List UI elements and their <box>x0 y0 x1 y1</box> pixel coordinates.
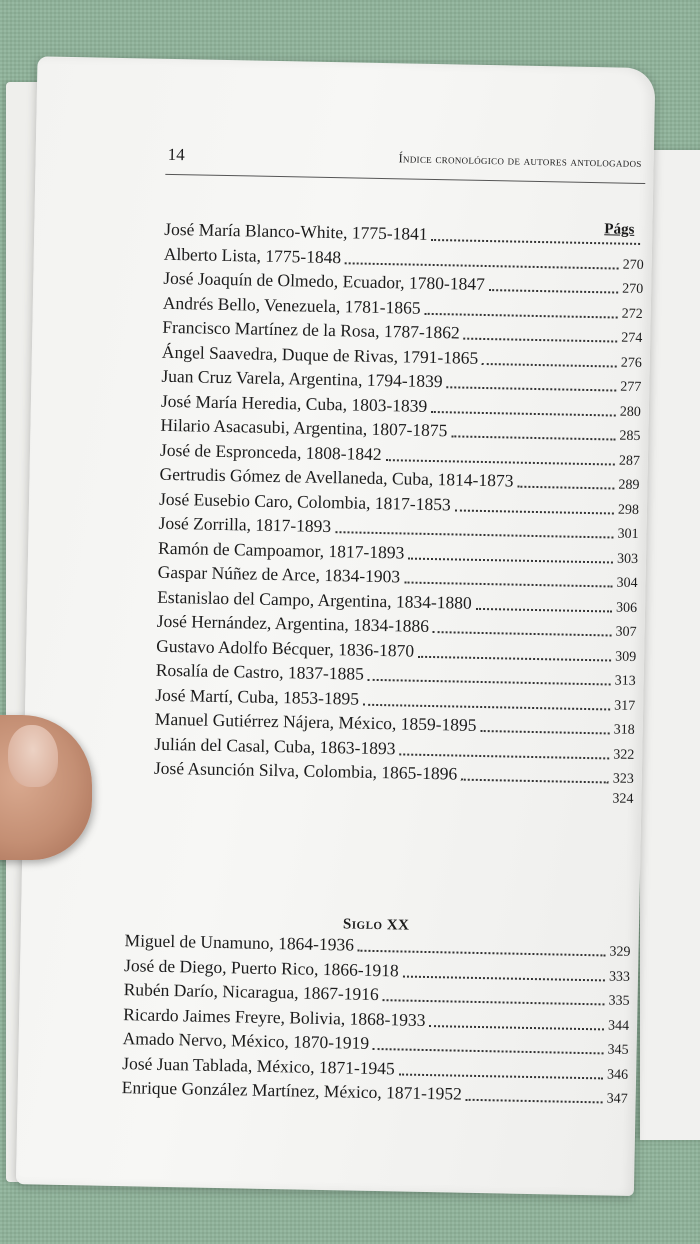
dot-leader <box>447 387 617 392</box>
entry-name: José Zorrilla, 1817-1893 <box>158 512 332 537</box>
entry-name: José María Heredia, Cuba, 1803-1839 <box>160 390 428 416</box>
dot-leader <box>335 531 613 538</box>
entry-name: José Eusebio Caro, Colombia, 1817-1853 <box>158 488 451 514</box>
dot-leader <box>358 950 606 957</box>
dot-leader <box>461 779 609 784</box>
entry-name: José de Diego, Puerto Rico, 1866-1918 <box>123 954 399 980</box>
entry-name: José Joaquín de Olmedo, Ecuador, 1780-1847 <box>163 267 486 294</box>
entry-name: Enrique González Martínez, México, 1871-1952 <box>121 1077 463 1104</box>
dot-leader <box>517 486 614 490</box>
dot-leader <box>368 679 611 686</box>
entry-name: Gustavo Adolfo Bécquer, 1836-1870 <box>156 635 415 661</box>
entry-page: 306 <box>615 600 638 616</box>
entry-name: Francisco Martínez de la Rosa, 1787-1862 <box>162 316 460 343</box>
page-header <box>165 145 645 184</box>
entry-page: 280 <box>619 404 642 420</box>
entry-page: 333 <box>608 968 631 985</box>
entry-page: 344 <box>607 1017 630 1034</box>
entry-name: José Hernández, Argentina, 1834-1886 <box>156 610 430 636</box>
dot-leader <box>399 1073 603 1079</box>
index-list-xx <box>122 930 631 1111</box>
entry-page: 322 <box>613 747 635 763</box>
dot-leader <box>418 656 611 662</box>
entry-name: Andrés Bello, Venezuela, 1781-1865 <box>162 292 421 318</box>
dot-leader <box>489 289 618 293</box>
entry-page: 289 <box>618 477 640 493</box>
entry-name: Hilario Asacasubi, Argentina, 1807-1875 <box>160 414 448 441</box>
entry-page: 272 <box>621 306 643 322</box>
entry-name: Ricardo Jaimes Freyre, Bolivia, 1868-1933 <box>123 1003 426 1030</box>
entry-page: 287 <box>618 453 641 469</box>
entry-name: Rubén Darío, Nicaragua, 1867-1916 <box>123 979 379 1005</box>
dot-leader <box>433 631 612 636</box>
dot-leader <box>429 1025 604 1030</box>
entry-page: 324 <box>612 791 634 807</box>
book-page <box>16 56 656 1196</box>
entry-page: 313 <box>614 673 636 689</box>
entry-page: 274 <box>621 330 643 347</box>
entry-name: José de Espronceda, 1808-1842 <box>159 439 382 464</box>
entry-page: 317 <box>614 698 636 714</box>
dot-leader <box>464 338 618 343</box>
running-head: Índice cronológico de autores antologados <box>398 151 642 170</box>
dot-leader <box>373 1048 604 1054</box>
dot-leader <box>404 582 612 588</box>
entry-page: 270 <box>622 257 644 273</box>
dot-leader <box>482 363 617 368</box>
dot-leader <box>385 459 614 465</box>
entry-name: Gaspar Núñez de Arce, 1834-1903 <box>157 561 401 587</box>
dot-leader <box>480 730 609 734</box>
entry-page: 307 <box>615 624 637 640</box>
thumbnail <box>8 725 58 787</box>
dot-leader <box>455 509 614 514</box>
section-title: Siglo XX <box>342 916 410 934</box>
entry-page: 347 <box>606 1091 628 1107</box>
entry-name: Ramón de Campoamor, 1817-1893 <box>157 537 405 562</box>
entry-name: José Asunción Silva, Colombia, 1865-1896 <box>153 757 458 784</box>
dot-leader <box>399 753 609 759</box>
dot-leader <box>466 1099 603 1104</box>
entry-name: Gertrudis Gómez de Avellaneda, Cuba, 1814-1873 <box>159 463 514 491</box>
dot-leader <box>476 608 612 613</box>
entry-page: 277 <box>620 379 642 396</box>
dot-leader <box>383 999 605 1005</box>
entry-name: Miguel de Unamuno, 1864-1936 <box>124 930 355 955</box>
dot-leader <box>403 975 605 981</box>
entry-page: 309 <box>615 649 637 665</box>
entry-page: 303 <box>616 551 639 567</box>
entry-page: 301 <box>617 526 639 542</box>
dot-leader <box>345 262 619 269</box>
entry-name: Alberto Lista, 1775-1848 <box>163 243 342 267</box>
entry-page: 298 <box>617 502 640 518</box>
entry-name: Ángel Saavedra, Duque de Rivas, 1791-1865 <box>161 341 479 368</box>
entry-name: Julián del Casal, Cuba, 1863-1893 <box>154 733 396 758</box>
entry-page: 270 <box>622 281 644 298</box>
dot-leader <box>408 557 613 563</box>
entry-name: José Martí, Cuba, 1853-1895 <box>155 684 360 709</box>
page-number: 14 <box>167 144 185 165</box>
entry-page: 285 <box>619 428 641 444</box>
entry-page: 346 <box>606 1066 629 1083</box>
entry-name: Manuel Gutiérrez Nájera, México, 1859-1895 <box>154 708 477 735</box>
entry-page: 323 <box>612 771 634 787</box>
entry-name: Amado Nervo, México, 1870-1919 <box>122 1028 370 1053</box>
entry-page: 318 <box>613 722 635 738</box>
entry-page: 329 <box>609 944 631 960</box>
dot-leader <box>363 703 610 710</box>
entry-page: 335 <box>608 993 630 1009</box>
entry-page: 345 <box>607 1042 629 1058</box>
entry-page: 304 <box>616 575 638 591</box>
index-list-xix <box>153 219 644 816</box>
dot-leader <box>432 239 641 245</box>
dot-leader <box>451 436 615 441</box>
entry-name: José María Blanco-White, 1775-1841 <box>164 218 428 244</box>
entry-name: José Juan Tablada, México, 1871-1945 <box>122 1052 395 1078</box>
dot-leader <box>424 313 617 319</box>
pags-label: Págs <box>604 221 635 238</box>
entry-page: 276 <box>620 355 642 371</box>
entry-name: Juan Cruz Varela, Argentina, 1794-1839 <box>161 365 443 392</box>
entry-name: Rosalía de Castro, 1837-1885 <box>155 659 365 684</box>
entry-name: Estanislao del Campo, Argentina, 1834-1880 <box>157 586 473 613</box>
dot-leader <box>431 411 616 417</box>
